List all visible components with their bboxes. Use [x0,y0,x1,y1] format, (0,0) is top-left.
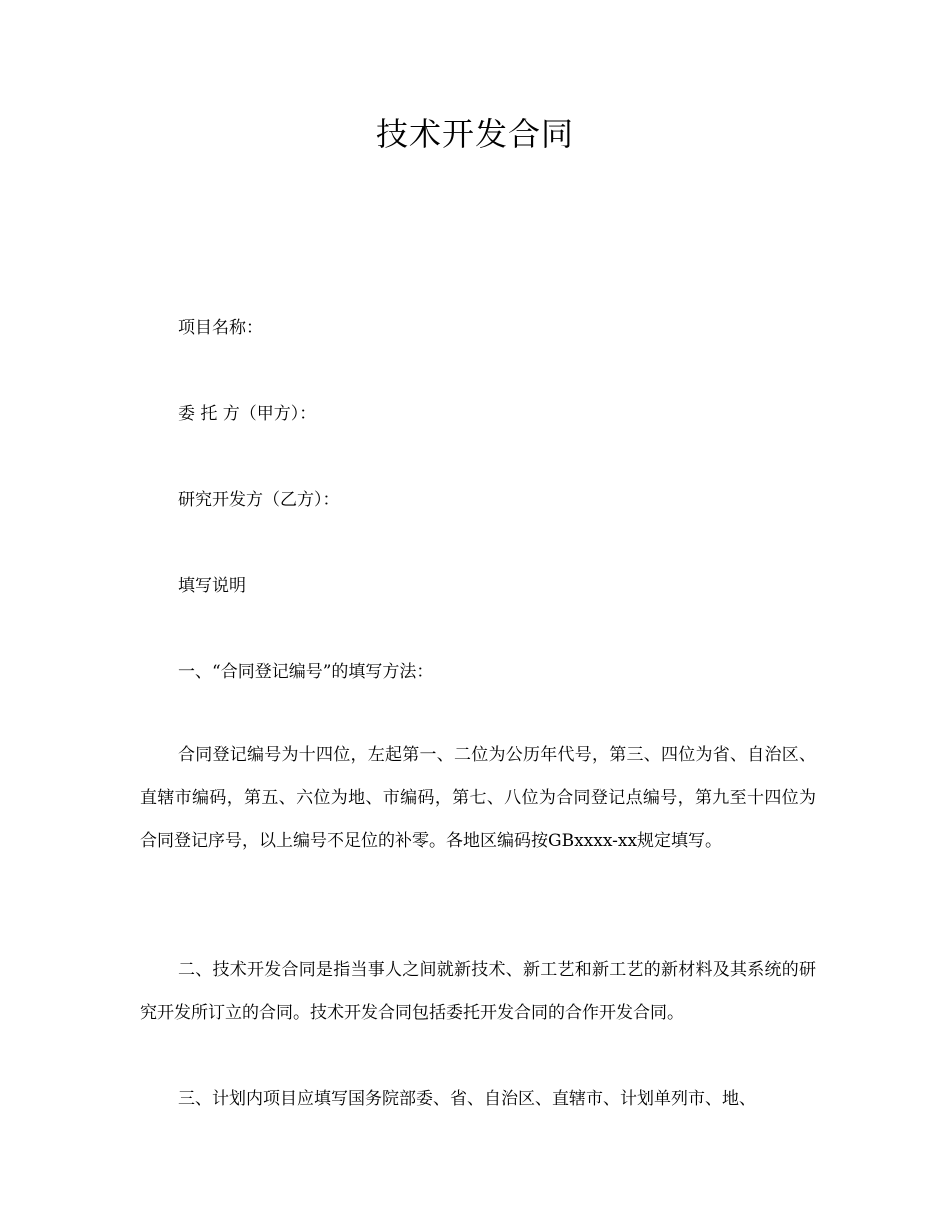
section1-heading: 一、“合同登记编号”的填写方法： [178,662,434,682]
section1-body: 合同登记编号为十四位，左起第一、二位为公历年代号，第三、四位为省、自治区、直辖市编码，第五、六位为地、市编码，第七、八位为合同登记点编号，第九至十四位为合同登记序号，以上编号不足位的补零。各地区编码按GBxxxx-xx规定填写。 [140,745,816,851]
section3-body: 三、计划内项目应填写国务院部委、省、自治区、直辖市、计划单列市、地、 [178,1089,756,1109]
document-title: 技术开发合同 [375,115,574,153]
developer-party-label: 研究开发方（乙方）： [178,490,340,510]
instructions-heading: 填写说明 [178,576,246,596]
section2-body: 二、技术开发合同是指当事人之间就新技术、新工艺和新工艺的新材料及其系统的研究开发所订立的合同。技术开发合同包括委托开发合同的合作开发合同。 [140,960,816,1023]
client-party-label: 委 托 方（甲方）： [178,404,317,424]
project-name-label: 项目名称： [178,318,263,338]
